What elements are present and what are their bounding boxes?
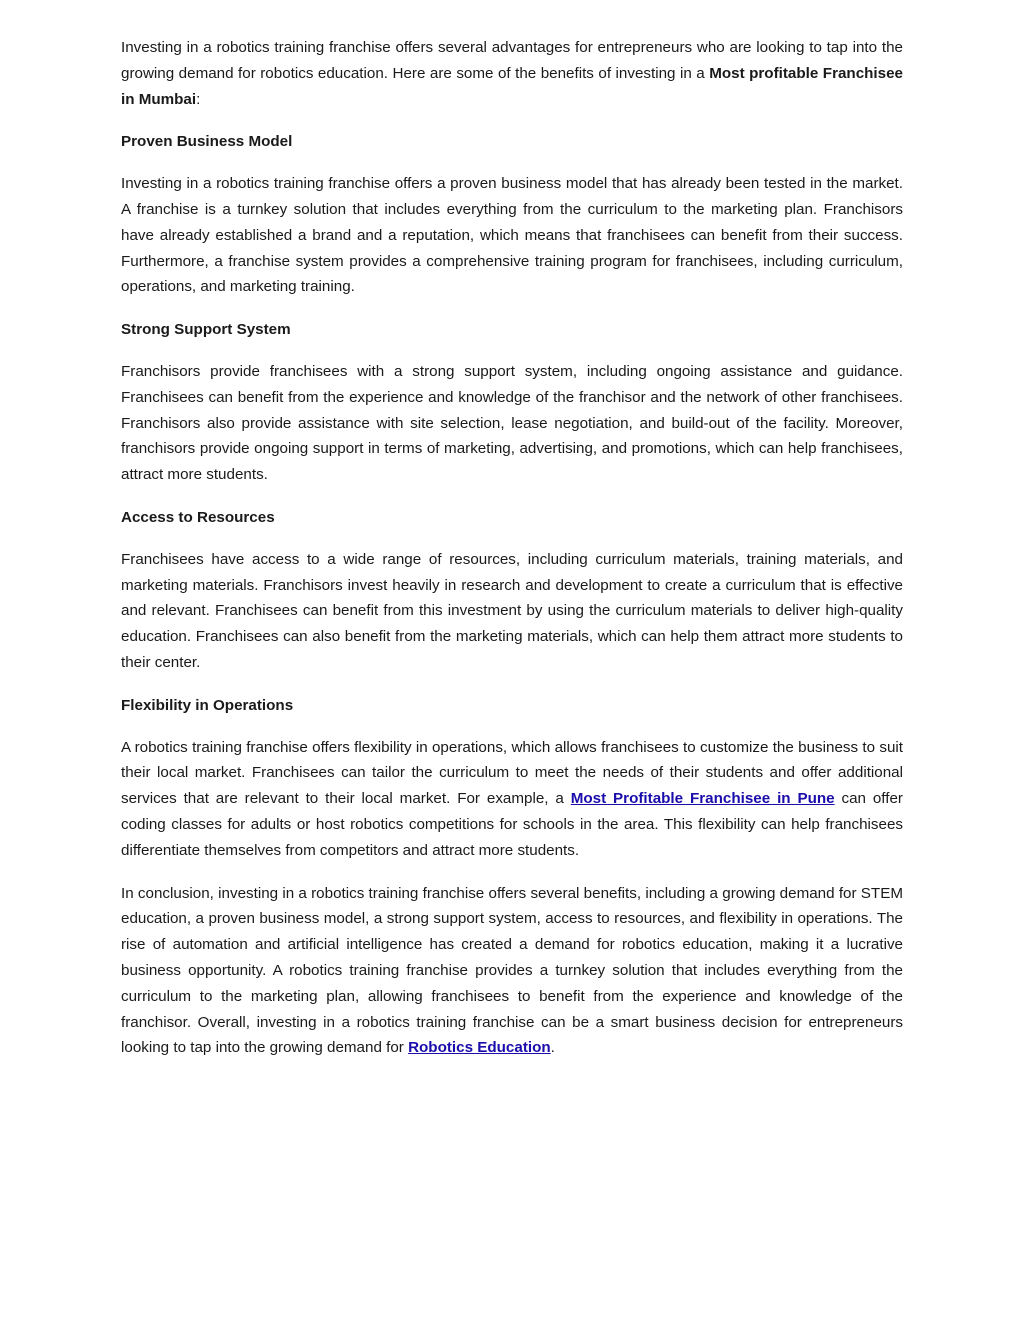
link-robotics-education[interactable]: Robotics Education: [408, 1039, 551, 1057]
document-page: [121, 35, 903, 1078]
section-body-strong-support-system: Franchisors provide franchisees with a strong support system, including ongoing assistance and guidance. Franchisees can benefit from the experience and knowledge of the franchisor and the network of other franchisees. Franchisors also provide assistance with site selection, lease negotiation, and build-out of the facility. Moreover, franchisors provide ongoing support in terms of marketing, advertising, and promotions, which can help franchisees, attract more students.: [121, 362, 903, 484]
flexibility-text-before: A robotics training franchise offers flexibility in operations, which allows franchisees to customize the business to suit their local market. Franchisees can tailor the curriculum to meet the needs of their students and offer additional services that are relevant to their local market. For example, a: [121, 738, 903, 808]
intro-colon: :: [196, 90, 201, 108]
section-body-proven-business-model: Investing in a robotics training franchise offers a proven business model that has already been tested in the market. A franchise is a turnkey solution that includes everything from the curriculum to the marketing plan. Franchisors have already established a brand and a reputation, which means that franchisees can benefit from their success. Furthermore, a franchise system provides a comprehensive training program for franchisees, including curriculum, operations, and marketing training.: [121, 175, 903, 296]
conclusion-period: .: [550, 1039, 555, 1057]
section-heading-access-to-resources: Access to Resources: [121, 508, 275, 526]
section-heading-strong-support-system: Strong Support System: [121, 321, 291, 339]
flexibility-text-after: can offer coding classes for adults or host robotics competitions for schools in the area. This flexibility can help franchisees differentiate themselves from competitors and attract more students.: [121, 790, 903, 859]
section-heading-proven-business-model: Proven Business Model: [121, 133, 293, 151]
link-most-profitable-franchisee-pune[interactable]: Most Profitable Franchisee in Pune: [570, 790, 835, 808]
intro-bold-phrase: Most profitable Franchisee in Mumbai: [121, 64, 903, 108]
intro-paragraph: [121, 35, 903, 112]
section-heading-flexibility-in-operations: Flexibility in Operations: [121, 696, 294, 714]
section-body-flexibility-in-operations: [121, 735, 903, 864]
conclusion-paragraph: [121, 881, 903, 1062]
conclusion-text: In conclusion, investing in a robotics training franchise offers several benefits, including a growing demand for STEM education, a proven business model, a strong support system, access to resources, and flexibility in operations. The rise of automation and artificial intelligence has created a demand for robotics education, making it a lucrative business opportunity. A robotics training franchise provides a turnkey solution that includes everything from the curriculum to the marketing plan, allowing franchisees to benefit from the experience and knowledge of the franchisor. Overall, investing in a robotics training franchise can be a smart business decision for entrepreneurs looking to tap into the growing demand for: [121, 884, 903, 1057]
intro-text: Investing in a robotics training franchise offers several advantages for entrepreneurs who are looking to tap into the growing demand for robotics education. Here are some of the benefits of investing in a: [121, 39, 903, 82]
section-body-access-to-resources: Franchisees have access to a wide range of resources, including curriculum materials, training materials, and marketing materials. Franchisors invest heavily in research and development to create a curriculum that is effective and relevant. Franchisees can benefit from this investment by using the curriculum materials to deliver high-quality education. Franchisees can also benefit from the marketing materials, which can help them attract more students to their center.: [121, 550, 903, 671]
